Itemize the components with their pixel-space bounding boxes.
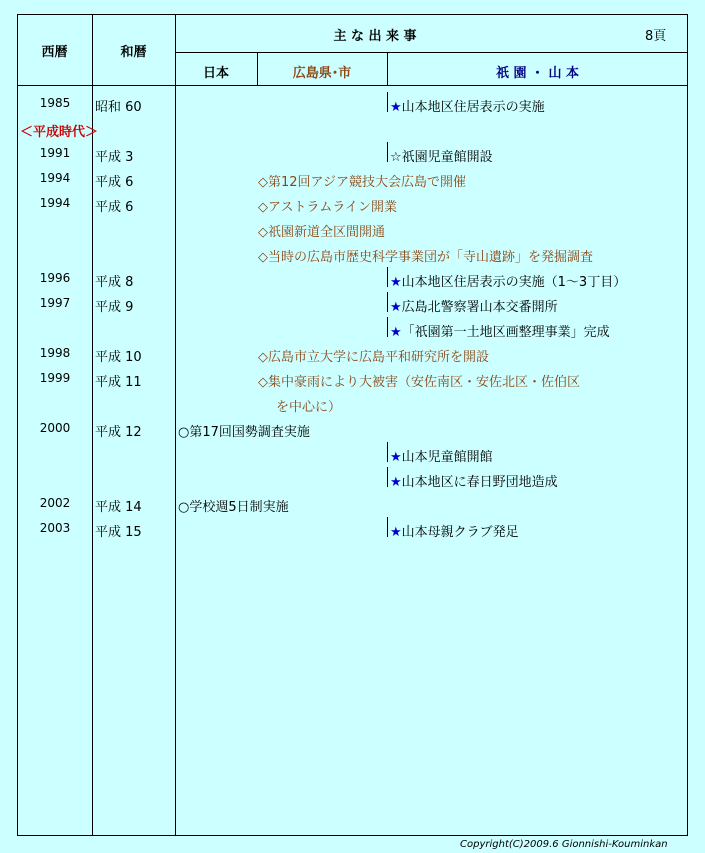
row-year: 1994: [39, 196, 71, 210]
row-era: 平成 9: [95, 300, 134, 315]
star-icon: ★: [390, 525, 402, 540]
row-era: 平成 6: [95, 175, 134, 190]
gion-row-separator: [387, 292, 388, 312]
row-event-hiroshima: ◇祇園新道全区間開通: [258, 225, 385, 240]
row-event-hiroshima: ◇当時の広島市歴史科学事業団が「寺山遺跡」を発掘調査: [258, 250, 593, 265]
header-seireki: 西暦: [41, 45, 68, 60]
header-subdivider: [175, 52, 688, 53]
row-year: 2000: [39, 421, 71, 435]
event-text: 山本母親クラブ発足: [401, 525, 519, 540]
page-number: 8頁: [645, 29, 667, 44]
star-icon: ★: [390, 325, 402, 340]
row-event-hiroshima: ◇広島市立大学に広島平和研究所を開設: [258, 350, 489, 365]
row-event-hiroshima: ◇アストラムライン開業: [258, 200, 397, 215]
header-wareki: 和暦: [120, 45, 147, 60]
row-event-gion: [390, 471, 558, 490]
row-era: 平成 14: [95, 500, 142, 515]
header-main-events: 主 な 出 来 事: [333, 29, 417, 44]
star-icon: ★: [390, 475, 402, 490]
event-text: 山本地区住居表示の実施（1～3丁目）: [401, 275, 627, 290]
row-event-gion: [390, 296, 558, 315]
gion-row-separator: [387, 442, 388, 462]
row-era: 昭和 60: [95, 100, 142, 115]
row-event-gion: [390, 521, 519, 540]
row-era: 平成 6: [95, 200, 134, 215]
gion-row-separator: [387, 317, 388, 337]
header-japan: 日本: [202, 66, 229, 81]
era-marker: ＜平成時代＞: [20, 125, 99, 140]
event-text: 「祇園第一土地区画整理事業」完成: [401, 325, 610, 340]
row-event-japan: ○学校週5日制実施: [178, 500, 289, 515]
row-era: 平成 15: [95, 525, 142, 540]
gion-row-separator: [387, 517, 388, 537]
event-text: 広島北警察署山本交番開所: [401, 300, 558, 315]
row-era: 平成 3: [95, 150, 134, 165]
row-event-hiroshima: ◇第12回アジア競技大会広島で開催: [258, 175, 467, 190]
star-icon: ★: [390, 275, 402, 290]
row-year: 2002: [39, 496, 71, 510]
header-bottom: [17, 85, 688, 86]
row-year: 1996: [39, 271, 71, 285]
row-year: 1998: [39, 346, 71, 360]
gion-row-separator: [387, 267, 388, 287]
col-divider-2: [175, 14, 176, 836]
row-year: 1991: [39, 146, 71, 160]
row-event-hiroshima: ◇集中豪雨により大被害（安佐南区・安佐北区・佐伯区: [258, 375, 580, 390]
gion-row-separator: [387, 467, 388, 487]
row-year: 2003: [39, 521, 71, 535]
event-text: 山本地区住居表示の実施: [401, 100, 545, 115]
row-event-japan: ○第17回国勢調査実施: [178, 425, 310, 440]
row-event-gion: [390, 96, 545, 115]
row-year: 1999: [39, 371, 71, 385]
gion-row-separator: [387, 142, 388, 162]
star-icon: ★: [390, 450, 402, 465]
row-year: 1985: [39, 96, 71, 110]
row-event-gion: [390, 271, 626, 290]
event-text: 山本地区に春日野団地造成: [401, 475, 558, 490]
row-year: 1994: [39, 171, 71, 185]
gion-row-separator: [387, 92, 388, 112]
copyright: Copyright(C)2009.6 Gionnishi-Kouminkan: [460, 839, 668, 850]
row-event-gion: [390, 321, 610, 340]
row-era: 平成 10: [95, 350, 142, 365]
row-event-hiroshima: を中心に）: [276, 400, 342, 415]
row-era: 平成 11: [95, 375, 142, 390]
header-gion: 祇 園 ・ 山 本: [495, 66, 580, 81]
row-year: 1997: [39, 296, 71, 310]
row-era: 平成 8: [95, 275, 134, 290]
event-text: 山本児童館開館: [401, 450, 493, 465]
row-event-gion: ☆祇園児童館開設: [390, 150, 493, 165]
star-icon: ★: [390, 100, 402, 115]
row-event-gion: [390, 446, 493, 465]
header-hiroshima: 広島県･市: [292, 66, 352, 81]
row-era: 平成 12: [95, 425, 142, 440]
star-icon: ★: [390, 300, 402, 315]
